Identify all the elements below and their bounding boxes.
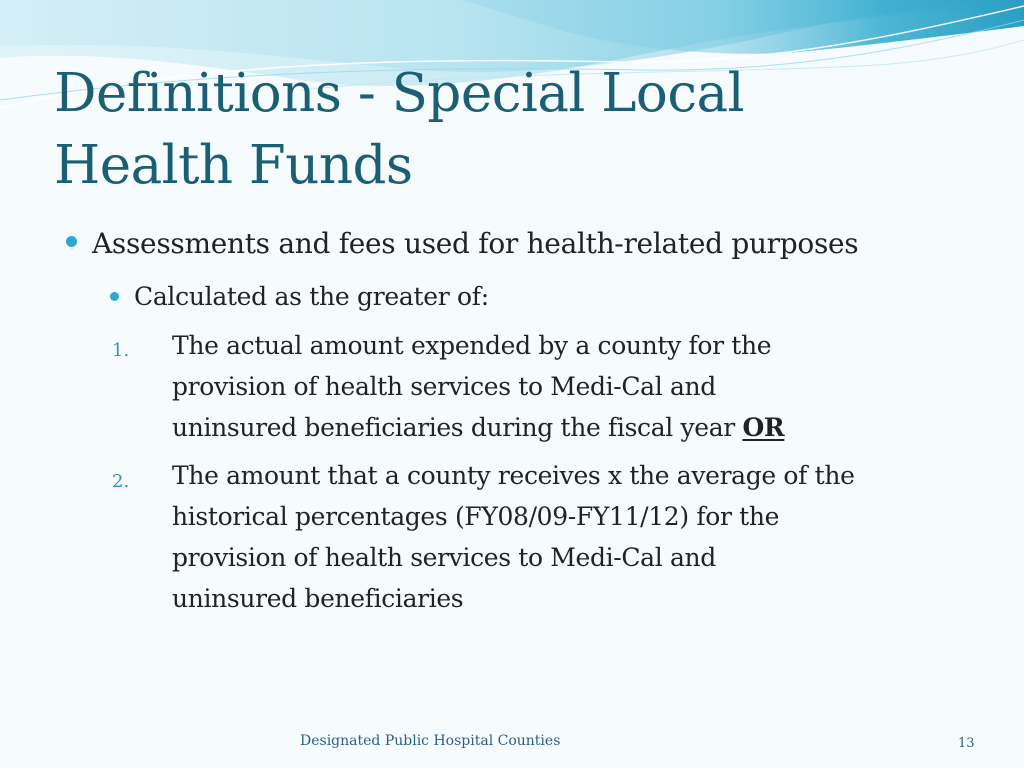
- list-item-line: [172, 407, 992, 448]
- bullet-level-2-text: Calculated as the greater of:: [134, 282, 489, 311]
- list-item-line: The actual amount expended by a county for the: [172, 331, 772, 360]
- list-item: [172, 455, 992, 619]
- list-item-line: provision of health services to Medi-Cal and: [172, 543, 716, 572]
- page-number: 13: [958, 736, 975, 751]
- bullet-dot-icon: [66, 236, 77, 247]
- bullet-level-1-text: Assessments and fees used for health-related purposes: [92, 227, 859, 260]
- slide-title-line-2: Health Funds: [54, 135, 413, 196]
- list-item-line: The amount that a county receives x the average of the: [172, 461, 855, 490]
- slide-title: [54, 58, 954, 202]
- list-item-line-text: uninsured beneficiaries during the fiscal year: [172, 413, 743, 442]
- list-item-number: 1.: [112, 340, 130, 361]
- list-item-line: historical percentages (FY08/09-FY11/12) for the: [172, 502, 780, 531]
- slide-footer: Designated Public Hospital Counties: [300, 733, 561, 749]
- emphasis-or: OR: [742, 413, 785, 442]
- list-item-line: uninsured beneficiaries: [172, 584, 464, 613]
- list-item-number: 2.: [112, 471, 130, 492]
- sub-bullet-dot-icon: [110, 292, 119, 301]
- list-item: [172, 325, 992, 448]
- list-item-line: provision of health services to Medi-Cal and: [172, 372, 716, 401]
- slide-title-line-1: Definitions - Special Local: [54, 63, 745, 124]
